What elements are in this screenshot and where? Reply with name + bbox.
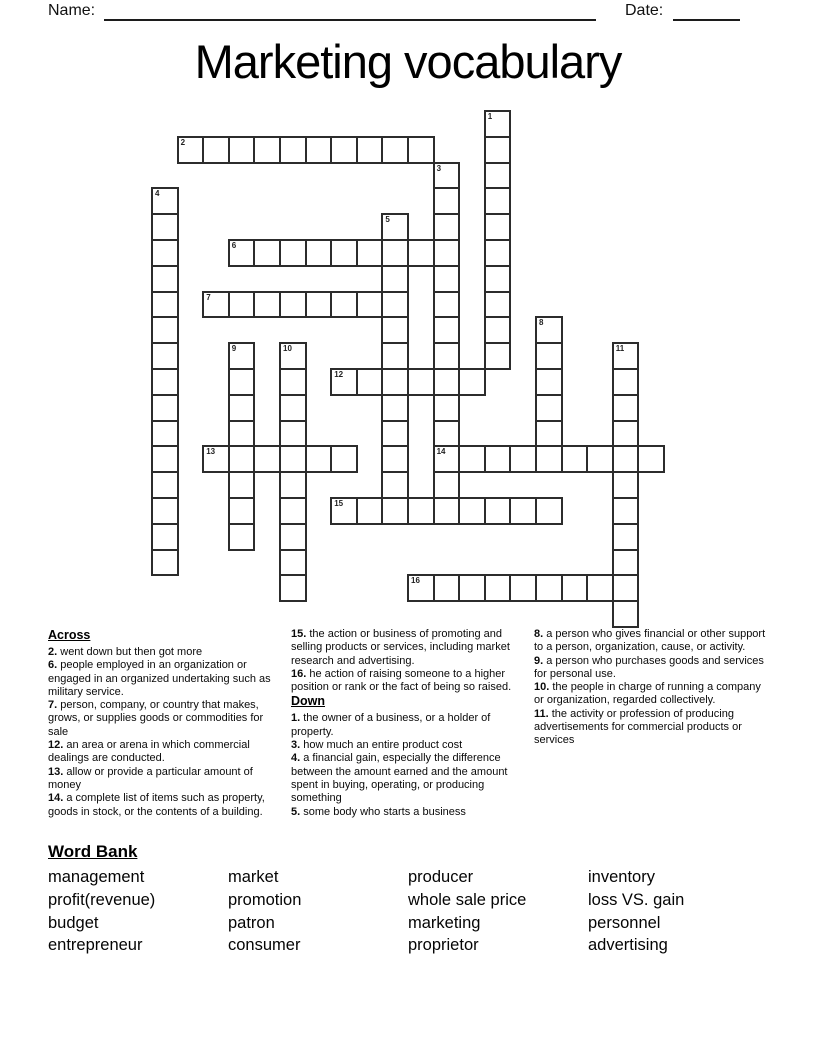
grid-cell[interactable] xyxy=(228,471,256,499)
grid-cell[interactable] xyxy=(433,265,461,293)
grid-cell-number: 9 xyxy=(231,344,237,354)
grid-cell[interactable] xyxy=(330,445,358,473)
grid-cell[interactable] xyxy=(381,342,409,370)
grid-cell[interactable] xyxy=(305,291,333,319)
grid-cell[interactable] xyxy=(586,445,614,473)
page-title: Marketing vocabulary xyxy=(194,35,622,88)
word-bank-word: promotion xyxy=(228,890,302,909)
grid-cell[interactable] xyxy=(612,445,640,473)
grid-cell[interactable] xyxy=(433,291,461,319)
grid-cell[interactable] xyxy=(279,574,307,602)
grid-cell[interactable] xyxy=(433,342,461,370)
grid-cell[interactable] xyxy=(228,497,256,525)
grid-cell[interactable] xyxy=(151,420,179,448)
clue-item: 4. a financial gain, especially the difference between the amount earned and the amount spent in buying, operating, or producing something xyxy=(291,752,508,805)
grid-cell[interactable] xyxy=(535,342,563,370)
grid-cell[interactable] xyxy=(253,136,281,164)
grid-cell[interactable] xyxy=(433,445,461,473)
grid-cell[interactable] xyxy=(279,445,307,473)
grid-cell[interactable] xyxy=(151,342,179,370)
word-bank-column-1 xyxy=(48,866,226,957)
grid-cell[interactable] xyxy=(407,136,435,164)
grid-cell[interactable] xyxy=(381,136,409,164)
grid-cell[interactable] xyxy=(381,213,409,241)
grid-cell[interactable] xyxy=(305,136,333,164)
grid-cell-number: 12 xyxy=(334,370,344,379)
grid-cell[interactable] xyxy=(484,162,512,190)
grid-cell[interactable] xyxy=(330,368,358,396)
grid-cell[interactable] xyxy=(407,239,435,267)
grid-cell[interactable] xyxy=(228,136,256,164)
clue-item: 1. the owner of a business, or a holder of property. xyxy=(291,712,491,738)
grid-cell[interactable] xyxy=(253,291,281,319)
grid-cell[interactable] xyxy=(330,497,358,525)
grid-cell[interactable] xyxy=(228,239,256,267)
grid-cell[interactable] xyxy=(151,549,179,577)
clue-item: 13. allow or provide a particular amount of money xyxy=(48,765,253,791)
grid-cell[interactable] xyxy=(433,574,461,602)
word-bank-word: producer xyxy=(408,868,474,886)
grid-cell[interactable] xyxy=(433,187,461,215)
grid-cell[interactable] xyxy=(330,291,358,319)
clue-item: 16. he action of raising someone to a higher position or rank or the fact of being so raised. xyxy=(291,667,512,694)
grid-cell[interactable] xyxy=(509,574,537,602)
clue-number: 16. xyxy=(291,667,307,680)
grid-cell[interactable] xyxy=(612,600,640,628)
clue-item: 8. a person who gives financial or other support to a person, organization, cause, or activity. xyxy=(534,628,766,654)
date-fill-line[interactable] xyxy=(673,1,740,21)
word-bank-column-2 xyxy=(228,866,406,957)
clue-item: 10. the people in charge of running a company or organization, regarded collectively. xyxy=(534,681,761,707)
clue-number: 12. xyxy=(48,739,64,752)
grid-cell[interactable] xyxy=(151,497,179,525)
word-bank-word: inventory xyxy=(588,868,655,886)
grid-cell[interactable] xyxy=(484,187,512,215)
grid-cell[interactable] xyxy=(561,574,589,602)
grid-cell-number: 5 xyxy=(385,215,390,225)
grid-cell-number: 7 xyxy=(206,292,211,302)
clue-section-header: Down xyxy=(291,694,326,709)
word-bank xyxy=(48,841,788,971)
clues-column-2 xyxy=(291,628,529,819)
grid-cell[interactable] xyxy=(381,497,409,525)
clue-number: 13. xyxy=(48,765,64,778)
grid-cell[interactable] xyxy=(484,574,512,602)
grid-cell[interactable] xyxy=(612,342,640,370)
grid-cell[interactable] xyxy=(228,523,256,551)
grid-cell[interactable] xyxy=(458,445,486,473)
grid-cell[interactable] xyxy=(202,136,230,164)
word-bank-label: Word Bank xyxy=(48,842,138,861)
grid-cell[interactable] xyxy=(535,497,563,525)
grid-cell[interactable] xyxy=(612,368,640,396)
grid-cell[interactable] xyxy=(586,574,614,602)
clue-number: 3. xyxy=(291,739,301,752)
grid-cell[interactable] xyxy=(484,239,512,267)
grid-cell[interactable] xyxy=(612,574,640,602)
grid-cell[interactable] xyxy=(509,445,537,473)
grid-cell[interactable] xyxy=(381,368,409,396)
word-bank-word: entrepreneur xyxy=(48,936,143,955)
grid-cell[interactable] xyxy=(484,342,512,370)
grid-cell[interactable] xyxy=(228,368,256,396)
grid-cell[interactable] xyxy=(228,420,256,448)
grid-cell[interactable] xyxy=(458,574,486,602)
grid-cell[interactable] xyxy=(433,394,461,422)
clue-number: 7. xyxy=(48,699,58,712)
grid-cell-number: 15 xyxy=(334,499,344,508)
grid-cell[interactable] xyxy=(433,497,461,525)
grid-cell-number: 8 xyxy=(539,318,544,328)
clue-item: 7. person, company, or country that makes, grows, or supplies goods or commodities for sale xyxy=(48,699,264,738)
word-bank-column-3 xyxy=(408,866,586,957)
grid-cell-number: 1 xyxy=(487,112,493,121)
grid-cell-number: 13 xyxy=(206,447,216,457)
grid-cell[interactable] xyxy=(433,213,461,241)
grid-cell[interactable] xyxy=(433,471,461,499)
grid-cell[interactable] xyxy=(535,316,563,344)
grid-cell[interactable] xyxy=(484,265,512,293)
grid-cell[interactable] xyxy=(305,445,333,473)
grid-cell[interactable] xyxy=(535,445,563,473)
grid-cell[interactable] xyxy=(151,445,179,473)
clue-number: 1. xyxy=(291,712,301,725)
grid-cell[interactable] xyxy=(433,368,461,396)
grid-cell[interactable] xyxy=(535,394,563,422)
clue-number: 14. xyxy=(48,792,64,805)
grid-cell[interactable] xyxy=(381,445,409,473)
clue-number: 15. xyxy=(291,628,307,640)
grid-cell[interactable] xyxy=(356,239,384,267)
grid-cell[interactable] xyxy=(535,368,563,396)
clue-item: 9. a person who purchases goods and services for personal use. xyxy=(534,654,764,680)
clue-item: 12. an area or arena in which commercial dealings are conducted. xyxy=(48,739,250,765)
clue-item: 2. went down but then got more xyxy=(48,646,203,658)
grid-cell[interactable] xyxy=(356,368,384,396)
grid-cell[interactable] xyxy=(279,136,307,164)
grid-cell[interactable] xyxy=(381,291,409,319)
grid-cell[interactable] xyxy=(279,523,307,551)
grid-cell[interactable] xyxy=(535,420,563,448)
clue-item: 6. people employed in an organization or engaged in an organized undertaking such as military service. xyxy=(48,659,271,698)
grid-cell[interactable] xyxy=(279,239,307,267)
grid-cell[interactable] xyxy=(356,136,384,164)
grid-cell[interactable] xyxy=(151,394,179,422)
clues-column-1 xyxy=(48,628,286,819)
grid-cell[interactable] xyxy=(228,291,256,319)
grid-cell[interactable] xyxy=(151,187,179,215)
grid-cell[interactable] xyxy=(407,368,435,396)
grid-cell[interactable] xyxy=(484,110,512,138)
grid-cell[interactable] xyxy=(612,420,640,448)
clues-column-3 xyxy=(534,628,772,748)
grid-cell[interactable] xyxy=(279,497,307,525)
grid-cell[interactable] xyxy=(228,445,256,473)
grid-cell[interactable] xyxy=(151,291,179,319)
grid-cell[interactable] xyxy=(381,316,409,344)
grid-cell[interactable] xyxy=(458,368,486,396)
grid-cell[interactable] xyxy=(305,239,333,267)
grid-cell-number: 10 xyxy=(283,344,292,354)
word-bank-word: advertising xyxy=(588,936,668,955)
grid-cell[interactable] xyxy=(228,394,256,422)
grid-cell[interactable] xyxy=(151,316,179,344)
word-bank-word: patron xyxy=(228,913,275,932)
clue-section-header: Across xyxy=(48,628,91,642)
grid-cell-number: 6 xyxy=(231,241,237,250)
grid-cell[interactable] xyxy=(151,213,179,241)
grid-cell-number: 2 xyxy=(180,137,186,147)
grid-cell[interactable] xyxy=(202,445,230,473)
clue-item: 14. a complete list of items such as property, goods in stock, or the contents of a building. xyxy=(48,792,265,818)
clue-number: 9. xyxy=(534,654,544,667)
grid-cell[interactable] xyxy=(330,136,358,164)
name-fill-line[interactable] xyxy=(104,1,596,21)
grid-cell[interactable] xyxy=(612,549,640,577)
clue-item: 5. some body who starts a business xyxy=(291,805,466,818)
clue-number: 10. xyxy=(534,681,550,694)
clue-number: 8. xyxy=(534,628,544,640)
grid-cell[interactable] xyxy=(637,445,665,473)
word-bank-word: personnel xyxy=(588,913,661,932)
grid-cell-number: 11 xyxy=(615,344,625,354)
grid-cell[interactable] xyxy=(151,239,179,267)
grid-cell[interactable] xyxy=(151,523,179,551)
grid-cell[interactable] xyxy=(612,471,640,499)
word-bank-word: loss VS. gain xyxy=(588,890,685,909)
word-bank-word: consumer xyxy=(228,936,301,955)
grid-cell[interactable] xyxy=(484,213,512,241)
grid-cell[interactable] xyxy=(279,420,307,448)
grid-cell[interactable] xyxy=(612,394,640,422)
word-bank-word: budget xyxy=(48,913,99,932)
grid-cell[interactable] xyxy=(381,471,409,499)
grid-cell[interactable] xyxy=(330,239,358,267)
grid-cell[interactable] xyxy=(381,239,409,267)
grid-cell[interactable] xyxy=(151,471,179,499)
word-bank-word: market xyxy=(228,868,279,886)
clue-number: 2. xyxy=(48,646,58,658)
grid-cell[interactable] xyxy=(458,497,486,525)
grid-cell[interactable] xyxy=(561,445,589,473)
grid-cell[interactable] xyxy=(253,445,281,473)
grid-cell[interactable] xyxy=(279,291,307,319)
clue-number: 11. xyxy=(534,707,549,720)
grid-cell[interactable] xyxy=(381,394,409,422)
grid-cell[interactable] xyxy=(484,445,512,473)
word-bank-word: management xyxy=(48,868,145,886)
grid-cell[interactable] xyxy=(407,574,435,602)
grid-cell[interactable] xyxy=(279,549,307,577)
grid-cell-number: 16 xyxy=(411,576,420,586)
grid-cell[interactable] xyxy=(151,368,179,396)
word-bank-word: profit(revenue) xyxy=(48,890,156,909)
clue-item: 15. the action or business of promoting and selling products or services, including market research and advertising. xyxy=(291,628,510,667)
grid-cell[interactable] xyxy=(253,239,281,267)
grid-cell[interactable] xyxy=(484,497,512,525)
date-label: Date: xyxy=(625,2,664,19)
grid-cell[interactable] xyxy=(509,497,537,525)
clue-item: 11. the activity or profession of producing advertisements for commercial products or services xyxy=(534,707,742,747)
grid-cell[interactable] xyxy=(279,342,307,370)
grid-cell[interactable] xyxy=(151,265,179,293)
grid-cell[interactable] xyxy=(484,136,512,164)
grid-cell[interactable] xyxy=(433,316,461,344)
grid-cell[interactable] xyxy=(177,136,205,164)
grid-cell[interactable] xyxy=(381,420,409,448)
grid-cell[interactable] xyxy=(535,574,563,602)
grid-cell[interactable] xyxy=(381,265,409,293)
clue-number: 6. xyxy=(48,659,58,672)
grid-cell[interactable] xyxy=(228,342,256,370)
grid-cell[interactable] xyxy=(202,291,230,319)
word-bank-column-4 xyxy=(588,866,766,957)
grid-cell-number: 14 xyxy=(436,447,446,457)
name-label: Name: xyxy=(48,2,96,19)
grid-cell[interactable] xyxy=(356,291,384,319)
grid-cell[interactable] xyxy=(433,162,461,190)
grid-cell[interactable] xyxy=(612,497,640,525)
grid-cell[interactable] xyxy=(433,239,461,267)
word-bank-word: proprietor xyxy=(408,936,479,955)
grid-cell[interactable] xyxy=(356,497,384,525)
grid-cell[interactable] xyxy=(407,497,435,525)
grid-cell-number: 3 xyxy=(436,163,442,173)
grid-cell[interactable] xyxy=(612,523,640,551)
clue-item: 3. how much an entire product cost xyxy=(291,739,463,752)
word-bank-word: whole sale price xyxy=(408,890,527,909)
grid-cell[interactable] xyxy=(484,291,512,319)
clue-number: 5. xyxy=(291,805,301,818)
grid-cell[interactable] xyxy=(484,316,512,344)
crossword-grid xyxy=(151,110,667,630)
grid-cell[interactable] xyxy=(279,394,307,422)
grid-cell-number: 4 xyxy=(155,189,160,199)
grid-cell[interactable] xyxy=(279,368,307,396)
clue-number: 4. xyxy=(291,752,301,765)
grid-cell[interactable] xyxy=(433,420,461,448)
grid-cell[interactable] xyxy=(279,471,307,499)
word-bank-word: marketing xyxy=(408,913,481,932)
